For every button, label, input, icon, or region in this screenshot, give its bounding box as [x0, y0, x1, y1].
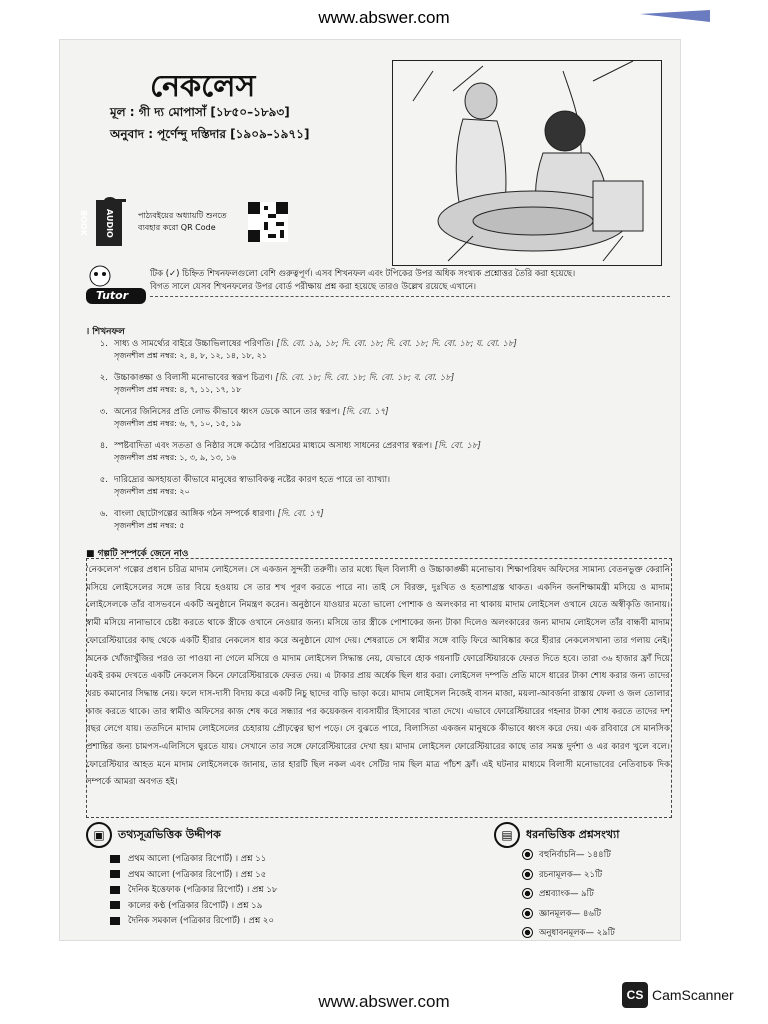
list-item: জ্ঞানমূলক— ৪৬টি	[522, 905, 615, 925]
learning-item: ৫. দারিদ্র্যের অসহায়তা কীভাবে মানুষের স্বাভাবিকত্ব নষ্টের কারণ হতে পারে তা ব্যাখ্যা। সৃজনশীল প্রশ্ন নম্বর: ২০	[99, 475, 391, 496]
list-item: কালের কণ্ঠ (পত্রিকার রিপোর্ট) । প্রশ্ন ১৯	[110, 899, 277, 915]
story-summary-text: 'নেকলেস' গল্পের প্রধান চরিত্র মাদাম লোইসেল। সে একজন সুন্দরী তরুণী। তার মধ্যে ছিল বিলাসী ও উচ্চাকাঙ্ক্ষী মনোভাব। শিক্ষাপরিষদ অফিসের সামান্য বেতনভুক্ত কেরানি মসিয়ে লোইসেলের সঙ্গে তার বিয়ে হওয়ায় সে তার শখ পূরণ করতে পারে না। তাই সে বিরক্ত, দুঃখিত ও হতাশাগ্রস্ত থাকত। একদিন জনশিক্ষামন্ত্রী মসিয়ে ও মাদাম লোইসেলকে তাঁর বাসভবনে একটি অনুষ্ঠানে নিমন্ত্রণ করেন। অনুষ্ঠানে যাওয়ার মতো ভালো পোশাক ও অলংকার না থাকায় মাদাম লোইসেল ওখানে যেতে অস্বীকৃতি জানায়। স্বামী মসিয়ে নানাভাবে চেষ্টা করতে থাকে স্ত্রীকে ওখানে নেওয়ার জন্য। মসিয়ে তার স্ত্রীকে পোশাকের জন্য টাকা দিলেও অলংকারের জন্য মাদাম লোইসেল তাঁর বান্ধবী মাদাম ফোরেস্টিয়ারের কাছ থেকে একটি হীরার নেকলেস ধার করে অনুষ্ঠানে যোগ দেয়। শেষরাতে সে স্বামীর সঙ্গে বাড়ি ফিরে আবিষ্কার করে হীরার নেকলেসখানা তার গলায় নেই। অনেক খোঁজাখুঁজির পরও তা পাওয়া না গেলে মসিয়ে ও মাদাম লোইসেল সিদ্ধান্ত নেয়, যেভাবে হোক গয়নাটি ফোরেস্টিয়ারকে ফেরত দিতে হবে। তারা ৩৬ হাজার ফ্রাঁ দিয়ে একই রকম দেখতে একটি নেকলেস কিনে ফোরেস্টিয়ারকে ফেরত দেয়। এ টাকার প্রায় অর্ধেক ছিল ধার করা। লোইসেল দম্পতি প্রতি মাসে ধারের টাকা শোধ করার জন্য তাদের খরচ কমানোর সিদ্ধান্ত নেয়। ফলে দাস-দাসী বিদায় করে একটি নিচু ছাদের বাড়ি ভাড়া করে। মাদাম লোইসেল নিজেই বাসন মাজা, ময়লা-আবর্জনা রাস্তায় ফেলা ও জল তোলার কাজ করতে থাকে। তার স্বামীও অফিসের কাজ শেষ করে সন্ধ্যার পর কয়েকজন ব্যবসায়ীর হিসাবের খাতা দেখে। এভাবে ফোরেস্টিয়ারের গহনার টাকা শোধ করতে তাদের দশ বছর লেগে যায়। ততদিনে মাদাম লোইসেলের চেহারায় প্রৌঢ়ত্বের ছাপ পড়ে। সে বুঝতে পারে, বিলাসিতা একজন মানুষকে কীভাবে ধ্বংস করে দেয়। এক রবিবারে সে মানসিক প্রশান্তির জন্য চামপস-এলিসিসে ঘুরতে যায়। সেখানে তার সঙ্গে ফোরেস্টিয়ারের দেখা হয়। মাদাম লোইসেল ফোরেস্টিয়ারের কাছে তার সমস্ত দুর্দশা ও এর কারণ খুলে বলে। ফোরেস্টিয়ার আহত মনে মাদাম লোইসেলকে জানায়, তার হারটি ছিল নকল এবং সেটির দাম ছিল মাত্র পাঁচশ ফ্রাঁ। এই ঘটনার মাধ্যমে বিলাসী মনোভাবের নেতিবাচক দিক সম্পর্কে আমরা অবগত হই।	[86, 565, 670, 788]
qr-code-icon[interactable]	[248, 202, 288, 242]
guitar-icon	[102, 192, 126, 206]
story-summary-heading: ■ গল্পটি সম্পর্কে জেনে নাও	[86, 549, 189, 559]
tutor-label: Tutor	[96, 289, 129, 302]
document-icon: ▤	[494, 822, 520, 848]
list-item: প্রথম আলো (পত্রিকার রিপোর্ট) । প্রশ্ন ১১	[110, 852, 277, 868]
camscanner-label: CamScanner	[652, 987, 734, 1003]
list-item: প্রথম আলো (পত্রিকার রিপোর্ট) । প্রশ্ন ১৫	[110, 868, 277, 884]
source-list	[110, 852, 277, 930]
author-line: মূল : গী দ্য মোপাসাঁ [১৮৫০–১৮৯৩]	[110, 105, 290, 119]
list-item: বহুনির্বাচনি— ১৪৪টি	[522, 846, 615, 866]
learning-item: ২. উচ্চাকাঙ্ক্ষা ও বিলাসী মনোভাবের স্বরূপ চিত্রণ। [চি. বো. ১৮; দি. বো. ১৮; দি. বো. ১৮; ব. বো. ১৮] সৃজনশীল প্রশ্ন নম্বর: ৪, ৭, ১১, ১৭, ১৮	[99, 373, 455, 394]
qr-instruction	[138, 210, 227, 234]
learning-outcomes-heading: । শিখনফল	[86, 327, 125, 337]
list-item: অনুধাবনমূলক— ২৯টি	[522, 924, 615, 944]
learning-item: ১. সাধ্য ও সামর্থ্যের বাইরে উচ্চাভিলাষের পরিণতি। [চি. বো. ১৯, ১৮; দি. বো. ১৮; দি. বো. ১৮; দি. বো. ১৮; য. বো. ১৮] সৃজনশীল প্রশ্ন নম্বর: ২, ৪, ৮, ১২, ১৪, ১৮, ২১	[99, 339, 517, 360]
site-footer[interactable]: www.abswer.com	[318, 992, 450, 1011]
list-item: দৈনিক ইত্তেফাক (পত্রিকার রিপোর্ট) । প্রশ্ন ১৮	[110, 883, 277, 899]
learning-item: ৬. বাংলা ছোটোগল্পের আঙ্গিক গঠন সম্পর্কে ধারণা। [দি. বো. ১৭] সৃজনশীল প্রশ্ন নম্বর: ৫	[99, 509, 324, 530]
translator-line: অনুবাদ : পূর্ণেন্দু দস্তিদার [১৯০৯–১৯৭১]	[110, 127, 310, 141]
page-corner-mark	[640, 10, 710, 22]
camscanner-watermark	[622, 982, 734, 1008]
camscanner-logo-icon: CS	[622, 982, 648, 1008]
question-type-heading: ▤ ধরনভিত্তিক প্রশ্নসংখ্যা	[494, 822, 619, 848]
question-type-list	[522, 846, 615, 944]
list-item: দৈনিক সমকাল (পত্রিকার রিপোর্ট) । প্রশ্ন ২০	[110, 914, 277, 930]
audio-book-tag: AUDIO BOOK	[96, 200, 122, 246]
qr-text-line-1: পাঠ্যবইয়ের অধ্যায়টি শুনতে	[138, 211, 227, 220]
tick-note-line-1: টিক (✓) চিহ্নিত শিখনফলগুলো বেশি গুরুত্বপূর্ণ। এসব শিখনফল এবং টপিকের উপর অধিক সংখ্যক প্রশ্নোত্তর তৈরি করা হয়েছে।	[150, 269, 576, 279]
story-title: নেকলেস	[150, 69, 256, 104]
source-stimulus-heading: ▣ তথ্যসূত্রভিত্তিক উদ্দীপক	[86, 822, 221, 848]
tick-note-line-2: বিগত সালে যেসব শিখনফলের উপর বোর্ড পরীক্ষায় প্রশ্ন করা হয়েছে তারও উল্লেখ রয়েছে এখানে।	[150, 281, 670, 297]
qr-text-line-2: ব্যবহার করো QR Code	[138, 223, 216, 232]
learning-item: ৩. অন্যের জিনিসের প্রতি লোভ কীভাবে ধ্বংস ডেকে আনে তার স্বরূপ। [দি. বো. ১৭] সৃজনশীল প্রশ্ন নম্বর: ৬, ৭, ১০, ১৫, ১৯	[99, 407, 389, 428]
tick-note	[150, 268, 670, 297]
audio-qr-block	[79, 196, 296, 250]
book-icon: ▣	[86, 822, 112, 848]
site-header[interactable]: www.abswer.com	[318, 8, 450, 27]
story-illustration	[392, 60, 662, 266]
learning-item: ৪. স্পষ্টবাদিতা এবং সততা ও নিষ্ঠার সঙ্গে কঠোর পরিশ্রমের মাধ্যমে অসাধ্য সাধনের প্রেরণার স্বরূপ। [দি. বো. ১৮] সৃজনশীল প্রশ্ন নম্বর: ১, ৩, ৯, ১৩, ১৬	[99, 441, 481, 462]
list-item: প্রশ্নব্যাংক— ৯টি	[522, 885, 615, 905]
tutor-badge	[86, 262, 146, 306]
list-item: রচনামূলক— ২১টি	[522, 866, 615, 886]
